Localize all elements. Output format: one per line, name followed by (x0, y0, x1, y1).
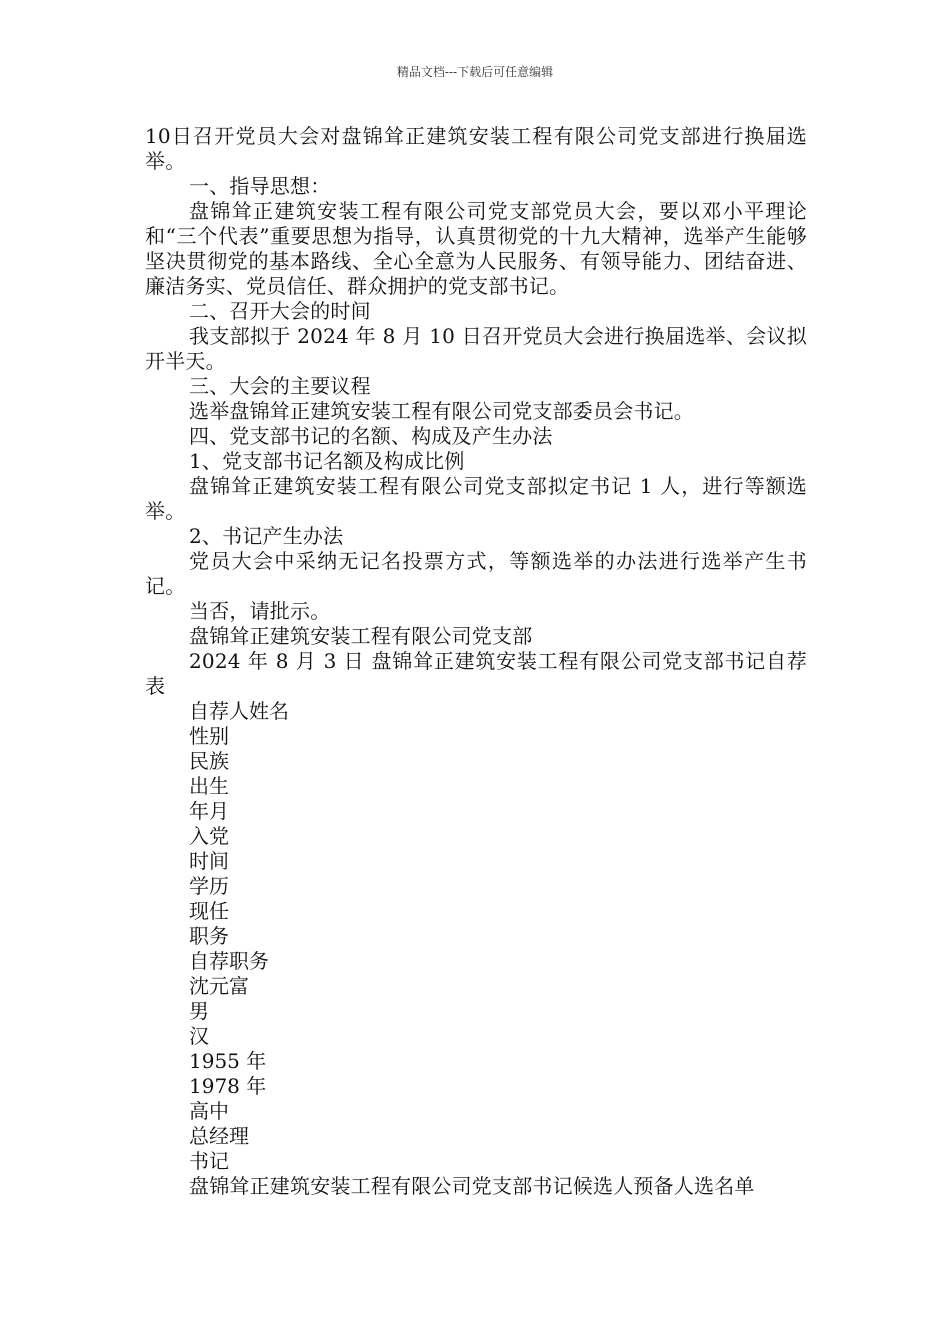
paragraph-intro: 10日召开党员大会对盘锦耸正建筑安装工程有限公司党支部进行换届选举。 (145, 124, 807, 173)
form-item: 男 (189, 999, 209, 1023)
form-item: 时间 (189, 849, 229, 873)
form-item: 职务 (189, 924, 229, 948)
form-item: 年月 (189, 799, 229, 823)
form-item: 出生 (189, 774, 229, 798)
form-item: 自荐职务 (189, 949, 269, 973)
form-item: 性别 (189, 724, 229, 748)
heading-guiding-thought: 一、指导思想： (189, 174, 331, 198)
form-item: 1978 年 (189, 1074, 267, 1098)
paragraph-meeting-time: 我支部拟于 2024 年 8 月 10 日召开党员大会进行换届选举、会议拟开半天。 (145, 324, 807, 373)
page-header: 精品文档---下载后可任意编辑 (396, 65, 554, 79)
form-item: 总经理 (189, 1124, 249, 1148)
document-body (145, 124, 807, 1199)
form-item: 高中 (189, 1099, 229, 1123)
form-item: 入党 (189, 824, 229, 848)
paragraph-method: 党员大会中采纳无记名投票方式，等额选举的办法进行选举产生书记。 (145, 549, 807, 598)
paragraph-guiding-thought: 盘锦耸正建筑安装工程有限公司党支部党员大会，要以邓小平理论和“三个代表”重要思想为指导，认真贯彻党的十九大精神，选举产生能够坚决贯彻党的基本路线、全心全意为人民服务、有领导能力、团结奋进、廉洁务实、党员信任、群众拥护的党支部书记。 (145, 199, 807, 298)
form-item: 学历 (189, 874, 229, 898)
paragraph-quota: 盘锦耸正建筑安装工程有限公司党支部拟定书记 1 人，进行等额选举。 (145, 474, 807, 523)
form-item: 现任 (189, 899, 229, 923)
form-item: 1955 年 (189, 1049, 267, 1073)
form-item: 自荐人姓名 (189, 699, 289, 723)
signature-org: 盘锦耸正建筑安装工程有限公司党支部 (189, 624, 533, 648)
form-item: 沈元富 (189, 974, 249, 998)
subheading-quota: 1、党支部书记名额及构成比例 (189, 449, 465, 473)
subheading-method: 2、书记产生办法 (189, 524, 344, 548)
form-item: 书记 (189, 1149, 229, 1173)
heading-quota: 四、党支部书记的名额、构成及产生办法 (189, 424, 553, 448)
paragraph-request: 当否，请批示。 (189, 599, 331, 623)
paragraph-closing: 盘锦耸正建筑安装工程有限公司党支部书记候选人预备人选名单 (189, 1174, 755, 1198)
paragraph-date-and-form-title: 2024 年 8 月 3 日 盘锦耸正建筑安装工程有限公司党支部书记自荐表 (145, 649, 807, 698)
form-item: 汉 (189, 1024, 209, 1048)
form-item: 民族 (189, 749, 229, 773)
paragraph-agenda: 选举盘锦耸正建筑安装工程有限公司党支部委员会书记。 (189, 399, 694, 423)
heading-agenda: 三、大会的主要议程 (189, 374, 371, 398)
heading-meeting-time: 二、召开大会的时间 (189, 299, 371, 323)
